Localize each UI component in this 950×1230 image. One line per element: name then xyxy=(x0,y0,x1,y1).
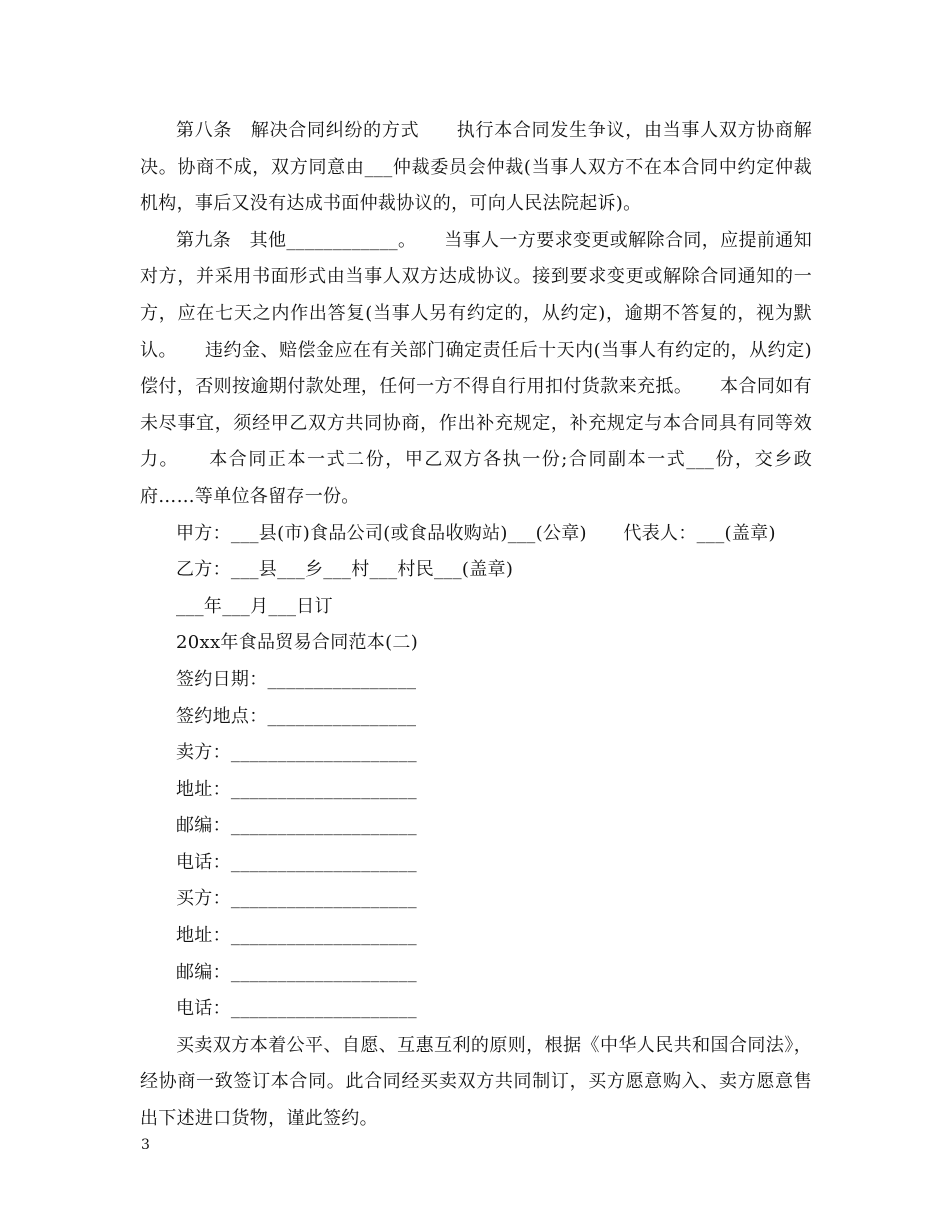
article-8-paragraph: 第八条 解决合同纠纷的方式 执行本合同发生争议，由当事人双方协商解决。协商不成，双方同意由___仲裁委员会仲裁(当事人双方不在本合同中约定仲裁机构，事后又没有达成书面仲裁协议的，可向人民法院起诉)。 xyxy=(140,120,812,215)
contract-intro-paragraph: 买卖双方本着公平、自愿、互惠互利的原则，根据《中华人民共和国合同法》，经协商一致签订本合同。此合同经买卖双方共同制订，买方愿意购入、卖方愿意售出下述进口货物，谨此签约。 xyxy=(140,1034,812,1130)
sign-place-field: 签约地点：________________ xyxy=(176,705,417,727)
seller-phone-field: 电话：____________________ xyxy=(176,851,417,873)
page-number: 3 xyxy=(141,1137,150,1153)
document-body xyxy=(140,113,812,1138)
buyer-field: 买方：____________________ xyxy=(176,888,417,910)
buyer-postcode-field: 邮编：____________________ xyxy=(176,961,417,983)
buyer-address-field: 地址：____________________ xyxy=(176,925,417,947)
contract-date-line: ___年___月___日订 xyxy=(176,595,333,617)
seller-address-field: 地址：____________________ xyxy=(176,778,417,800)
buyer-phone-field: 电话：____________________ xyxy=(176,998,417,1020)
party-b-signature-line: 乙方：___县___乡___村___村民___(盖章) xyxy=(176,559,514,581)
party-a-signature-line: 甲方：___县(市)食品公司(或食品收购站)___(公章) 代表人：___(盖章) xyxy=(176,522,776,544)
contract-title-line: 20xx年食品贸易合同范本(二) xyxy=(176,632,419,654)
seller-field: 卖方：____________________ xyxy=(176,742,417,764)
article-9-paragraph: 第九条 其他____________。 当事人一方要求变更或解除合同，应提前通知对方，并采用书面形式由当事人双方达成协议。接到要求变更或解除合同通知的一方，应在七天之内作出答复(当事人另有约定的，从约定)，逾期不答复的，视为默认。 违约金、赔偿金应在有关部门确定责任后十天内(当事人有约定的，从约定)偿付，否则按逾期付款处理，任何一方不得自行用扣付货款来充抵。 本合同如有未尽事宜，须经甲乙双方共同协商，作出补充规定，补充规定与本合同具有同等效力。 本合同正本一式二份，甲乙双方各执一份;合同副本一式___份，交乡政府……等单位各留存一份。 xyxy=(140,229,812,507)
sign-date-field: 签约日期：________________ xyxy=(176,668,417,690)
seller-postcode-field: 邮编：____________________ xyxy=(176,815,417,837)
